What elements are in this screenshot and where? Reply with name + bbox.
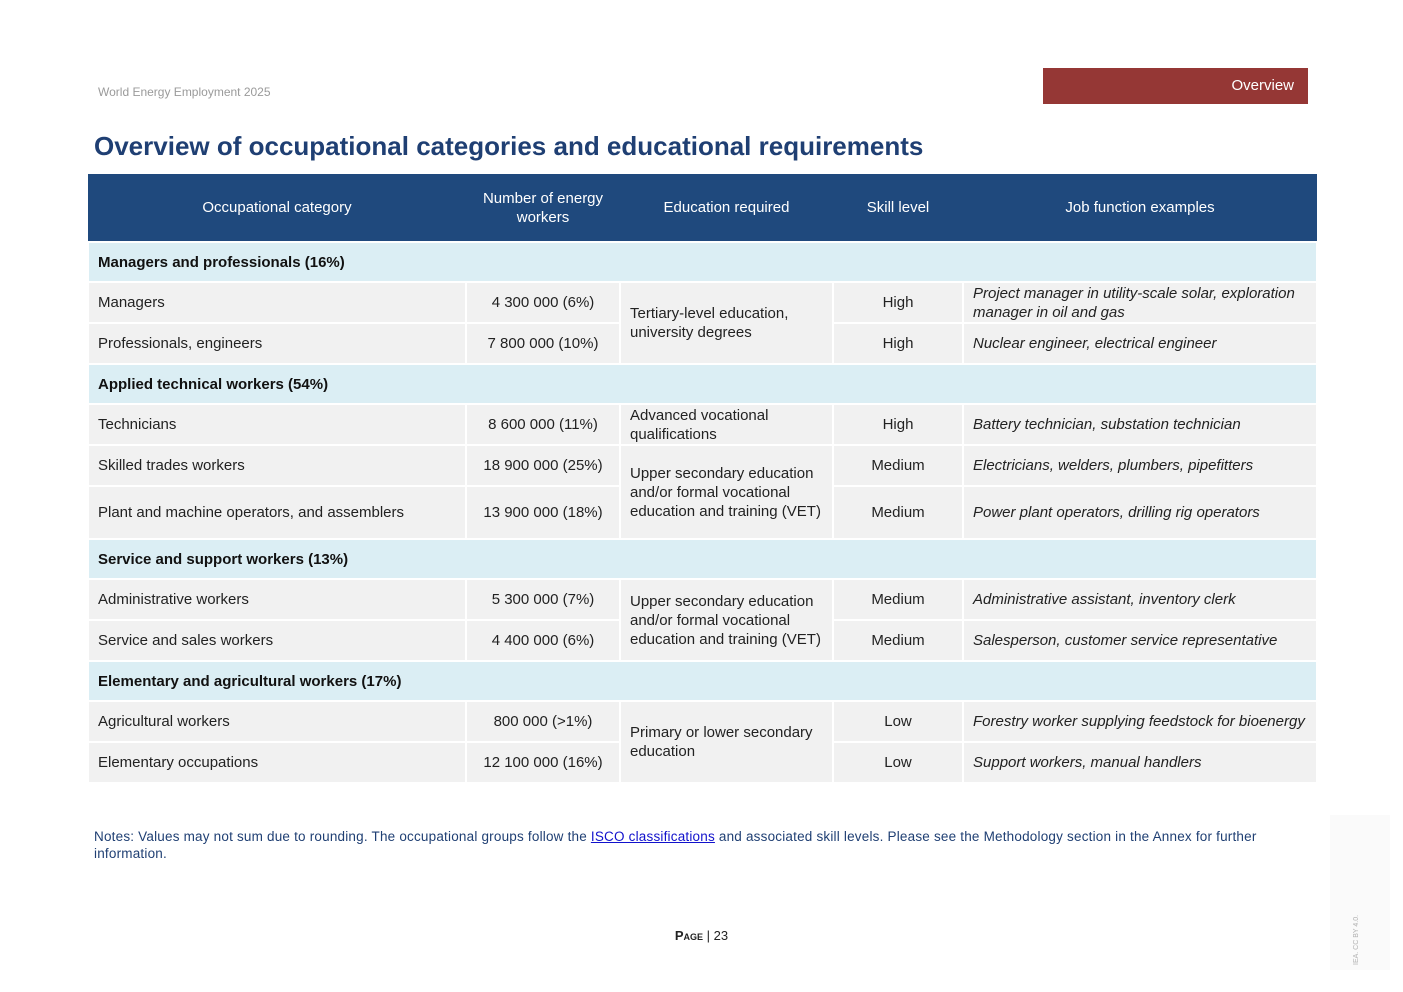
report-title: World Energy Employment 2025 [98,85,271,99]
table-row [88,282,1317,323]
category-cell: Service and sales workers [88,620,466,661]
notes-text-start: Notes: Values may not sum due to rounding. The occupational groups follow the [94,829,591,844]
education-cell: Upper secondary education and/or formal vocational education and training (VET) [620,579,833,661]
skill-cell: Medium [833,579,963,620]
skill-cell: Medium [833,445,963,486]
table-header-row [88,174,1317,242]
page-label: Page [674,928,704,943]
group-row [88,242,1317,282]
education-cell: Primary or lower secondary education [620,701,833,783]
table-row [88,404,1317,445]
jobs-cell: Nuclear engineer, electrical engineer [963,323,1317,364]
page-separator: | [703,928,714,943]
group-label: Managers and professionals (16%) [88,242,1317,282]
col-header-jobs: Job function examples [963,174,1317,242]
category-cell: Administrative workers [88,579,466,620]
category-cell: Elementary occupations [88,742,466,783]
table-row [88,445,1317,486]
workers-cell: 800 000 (>1%) [466,701,620,742]
workers-cell: 18 900 000 (25%) [466,445,620,486]
page-number [0,928,1403,943]
table-row [88,579,1317,620]
jobs-cell: Forestry worker supplying feedstock for bioenergy [963,701,1317,742]
jobs-cell: Salesperson, customer service representative [963,620,1317,661]
skill-cell: Medium [833,486,963,539]
category-cell: Skilled trades workers [88,445,466,486]
workers-cell: 12 100 000 (16%) [466,742,620,783]
table-notes [94,828,1312,862]
education-cell: Tertiary-level education, university degrees [620,282,833,364]
category-cell: Managers [88,282,466,323]
group-label: Applied technical workers (54%) [88,364,1317,404]
group-label: Service and support workers (13%) [88,539,1317,579]
license-credit [1330,815,1390,970]
skill-cell: Low [833,701,963,742]
isco-classifications-link[interactable]: ISCO classifications [590,829,715,844]
skill-cell: Low [833,742,963,783]
education-cell: Advanced vocational qualifications [620,404,833,445]
jobs-cell: Battery technician, substation technician [963,404,1317,445]
section-tab-overview[interactable]: Overview [1043,68,1308,104]
jobs-cell: Support workers, manual handlers [963,742,1317,783]
skill-cell: High [833,404,963,445]
jobs-cell: Administrative assistant, inventory clerk [963,579,1317,620]
category-cell: Agricultural workers [88,701,466,742]
group-row [88,661,1317,701]
skill-cell: High [833,323,963,364]
notes-text-end: and associated skill levels. Please see the Methodology section in the Annex for further information. [94,829,1257,861]
jobs-cell: Power plant operators, drilling rig operators [963,486,1317,539]
skill-cell: Medium [833,620,963,661]
education-cell: Upper secondary education and/or formal vocational education and training (VET) [620,445,833,539]
jobs-cell: Electricians, welders, plumbers, pipefitters [963,445,1317,486]
skill-cell: High [833,282,963,323]
category-cell: Plant and machine operators, and assemblers [88,486,466,539]
col-header-category: Occupational category [88,174,466,242]
table-row [88,701,1317,742]
license-credit-text: IEA. CC BY 4.0. [1353,914,1360,965]
group-label: Elementary and agricultural workers (17%) [88,661,1317,701]
col-header-skill: Skill level [833,174,963,242]
workers-cell: 7 800 000 (10%) [466,323,620,364]
group-row [88,539,1317,579]
workers-cell: 4 400 000 (6%) [466,620,620,661]
category-cell: Professionals, engineers [88,323,466,364]
group-row [88,364,1317,404]
jobs-cell: Project manager in utility-scale solar, exploration manager in oil and gas [963,282,1317,323]
col-header-education: Education required [620,174,833,242]
workers-cell: 8 600 000 (11%) [466,404,620,445]
page-title: Overview of occupational categories and educational requirements [94,131,924,161]
occupation-table [87,174,1318,784]
workers-cell: 4 300 000 (6%) [466,282,620,323]
page-number-value: 23 [713,928,729,943]
workers-cell: 5 300 000 (7%) [466,579,620,620]
col-header-workers: Number of energy workers [466,174,620,242]
workers-cell: 13 900 000 (18%) [466,486,620,539]
category-cell: Technicians [88,404,466,445]
